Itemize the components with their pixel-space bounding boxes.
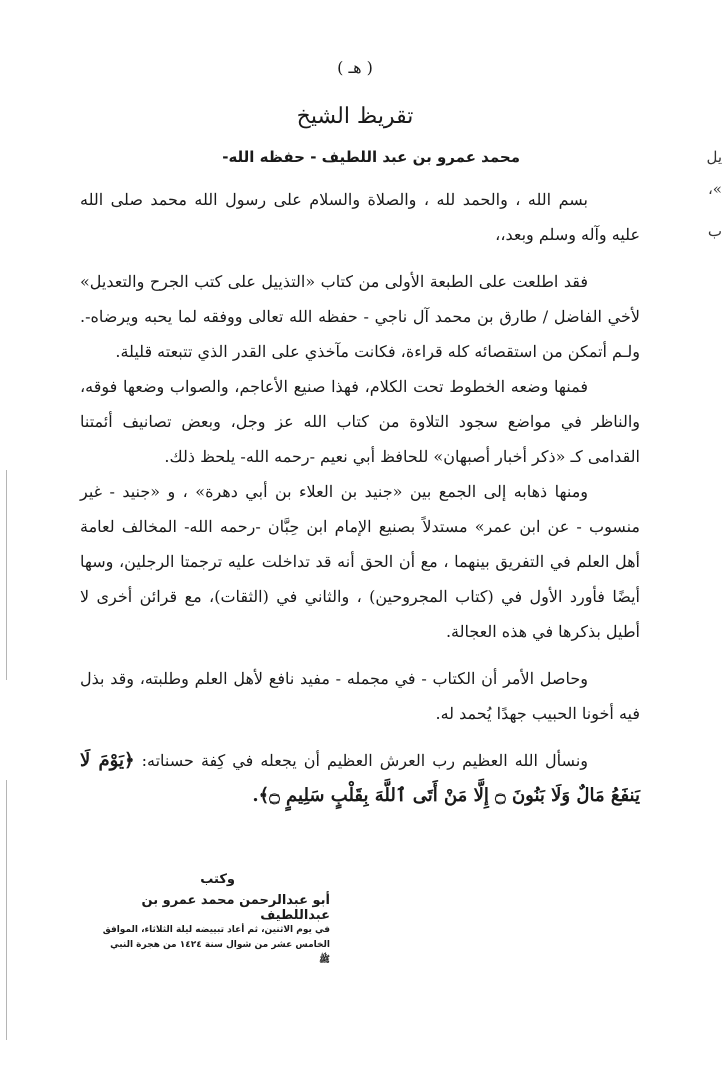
page-subtitle: محمد عمرو بن عبد اللطيف - حفظه الله- [222,148,520,166]
paragraph-prayer [80,743,640,813]
paragraph-note-lines: فمنها وضعه الخطوط تحت الكلام، فهذا صنيع الأعاجم، والصواب وضعها فوقه، والناظر في مواضع سجود التلاوة من كتاب الله عز وجل، وبعض تصانيف أئمتنا القدامى كـ «ذكر أخبار أصبهان» للحافظ أبي نعيم -رحمه الله- يلحظ ذلك. [80,377,640,466]
adjacent-page-fragment-1: يل [706,148,722,166]
scan-edge-line-upper [6,470,7,680]
adjacent-page-fragment-2: »، [707,180,722,198]
page-number: ( هـ ) [337,58,373,77]
paragraph-intro: فقد اطلعت على الطبعة الأولى من كتاب «التذييل على كتب الجرح والتعديل» لأخي الفاضل / طارق بن محمد آل ناجي - حفظه الله تعالى ووفقه لما يحبه ويرضاه-. ولـم أتمكن من استقصائه كله قراءة، فكانت مآخذي على القدر الذي تتبعته قليلة. [80,272,640,361]
body-text [80,182,640,813]
paragraph-opening: بسم الله ، والحمد لله ، والصلاة والسلام على رسول الله محمد صلى الله عليه وآله وسلم وبعد،، [80,190,640,244]
quran-verse: ﴿يَوْمَ لَا يَنفَعُ مَالٌ وَلَا بَنُونَ ۝ إِلَّا مَنْ أَتَى ٱللَّهَ بِقَلْبٍ سَلِيمٍ ۝﴾. [80,750,640,806]
signature-date-line-1: في يوم الاثنين، ثم أعاد تبييضه ليلة الثلاثاء، الموافق [102,925,330,935]
adjacent-page-fragment-3: ب [707,222,722,240]
signature-date-line-2: الخامس عشر من شوال سنة ١٤٢٤ من هجرة النبي ﷺ [110,940,330,965]
paragraph-note-junaid: ومنها ذهابه إلى الجمع بين «جنيد بن العلاء بن أبي دهرة» ، و «جنيد - غير منسوب - عن ابن عمر» مستدلاً بصنيع الإمام ابن حِبَّان -رحمه الله- المخالف لعامة أهل العلم في التفريق بينهما ، مع أن الحق أنه قد تداخلت عليه ترجمتا الرجلين، وسها أيضًا فأورد الأول في (كتاب المجروحين) ، والثاني في (الثقات)، مع قرائن أخرى لا أطيل بذكرها في هذه العجالة. [80,482,640,641]
page-title: تقريظ الشيخ [296,104,414,129]
signature-block [100,872,330,968]
prayer-text: ونسأل الله العظيم رب العرش العظيم أن يجعله في كِفة حسناته: [141,751,588,770]
scan-edge-line-lower [6,780,7,1040]
signature-wrote: وكتب [200,872,235,887]
signature-author: أبو عبدالرحمن محمد عمرو بن عبداللطيف [141,893,330,923]
paragraph-conclusion: وحاصل الأمر أن الكتاب - في مجمله - مفيد نافع لأهل العلم وطلبته، وقد بذل فيه أخونا الحبيب جهدًا يُحمد له. [80,669,640,723]
